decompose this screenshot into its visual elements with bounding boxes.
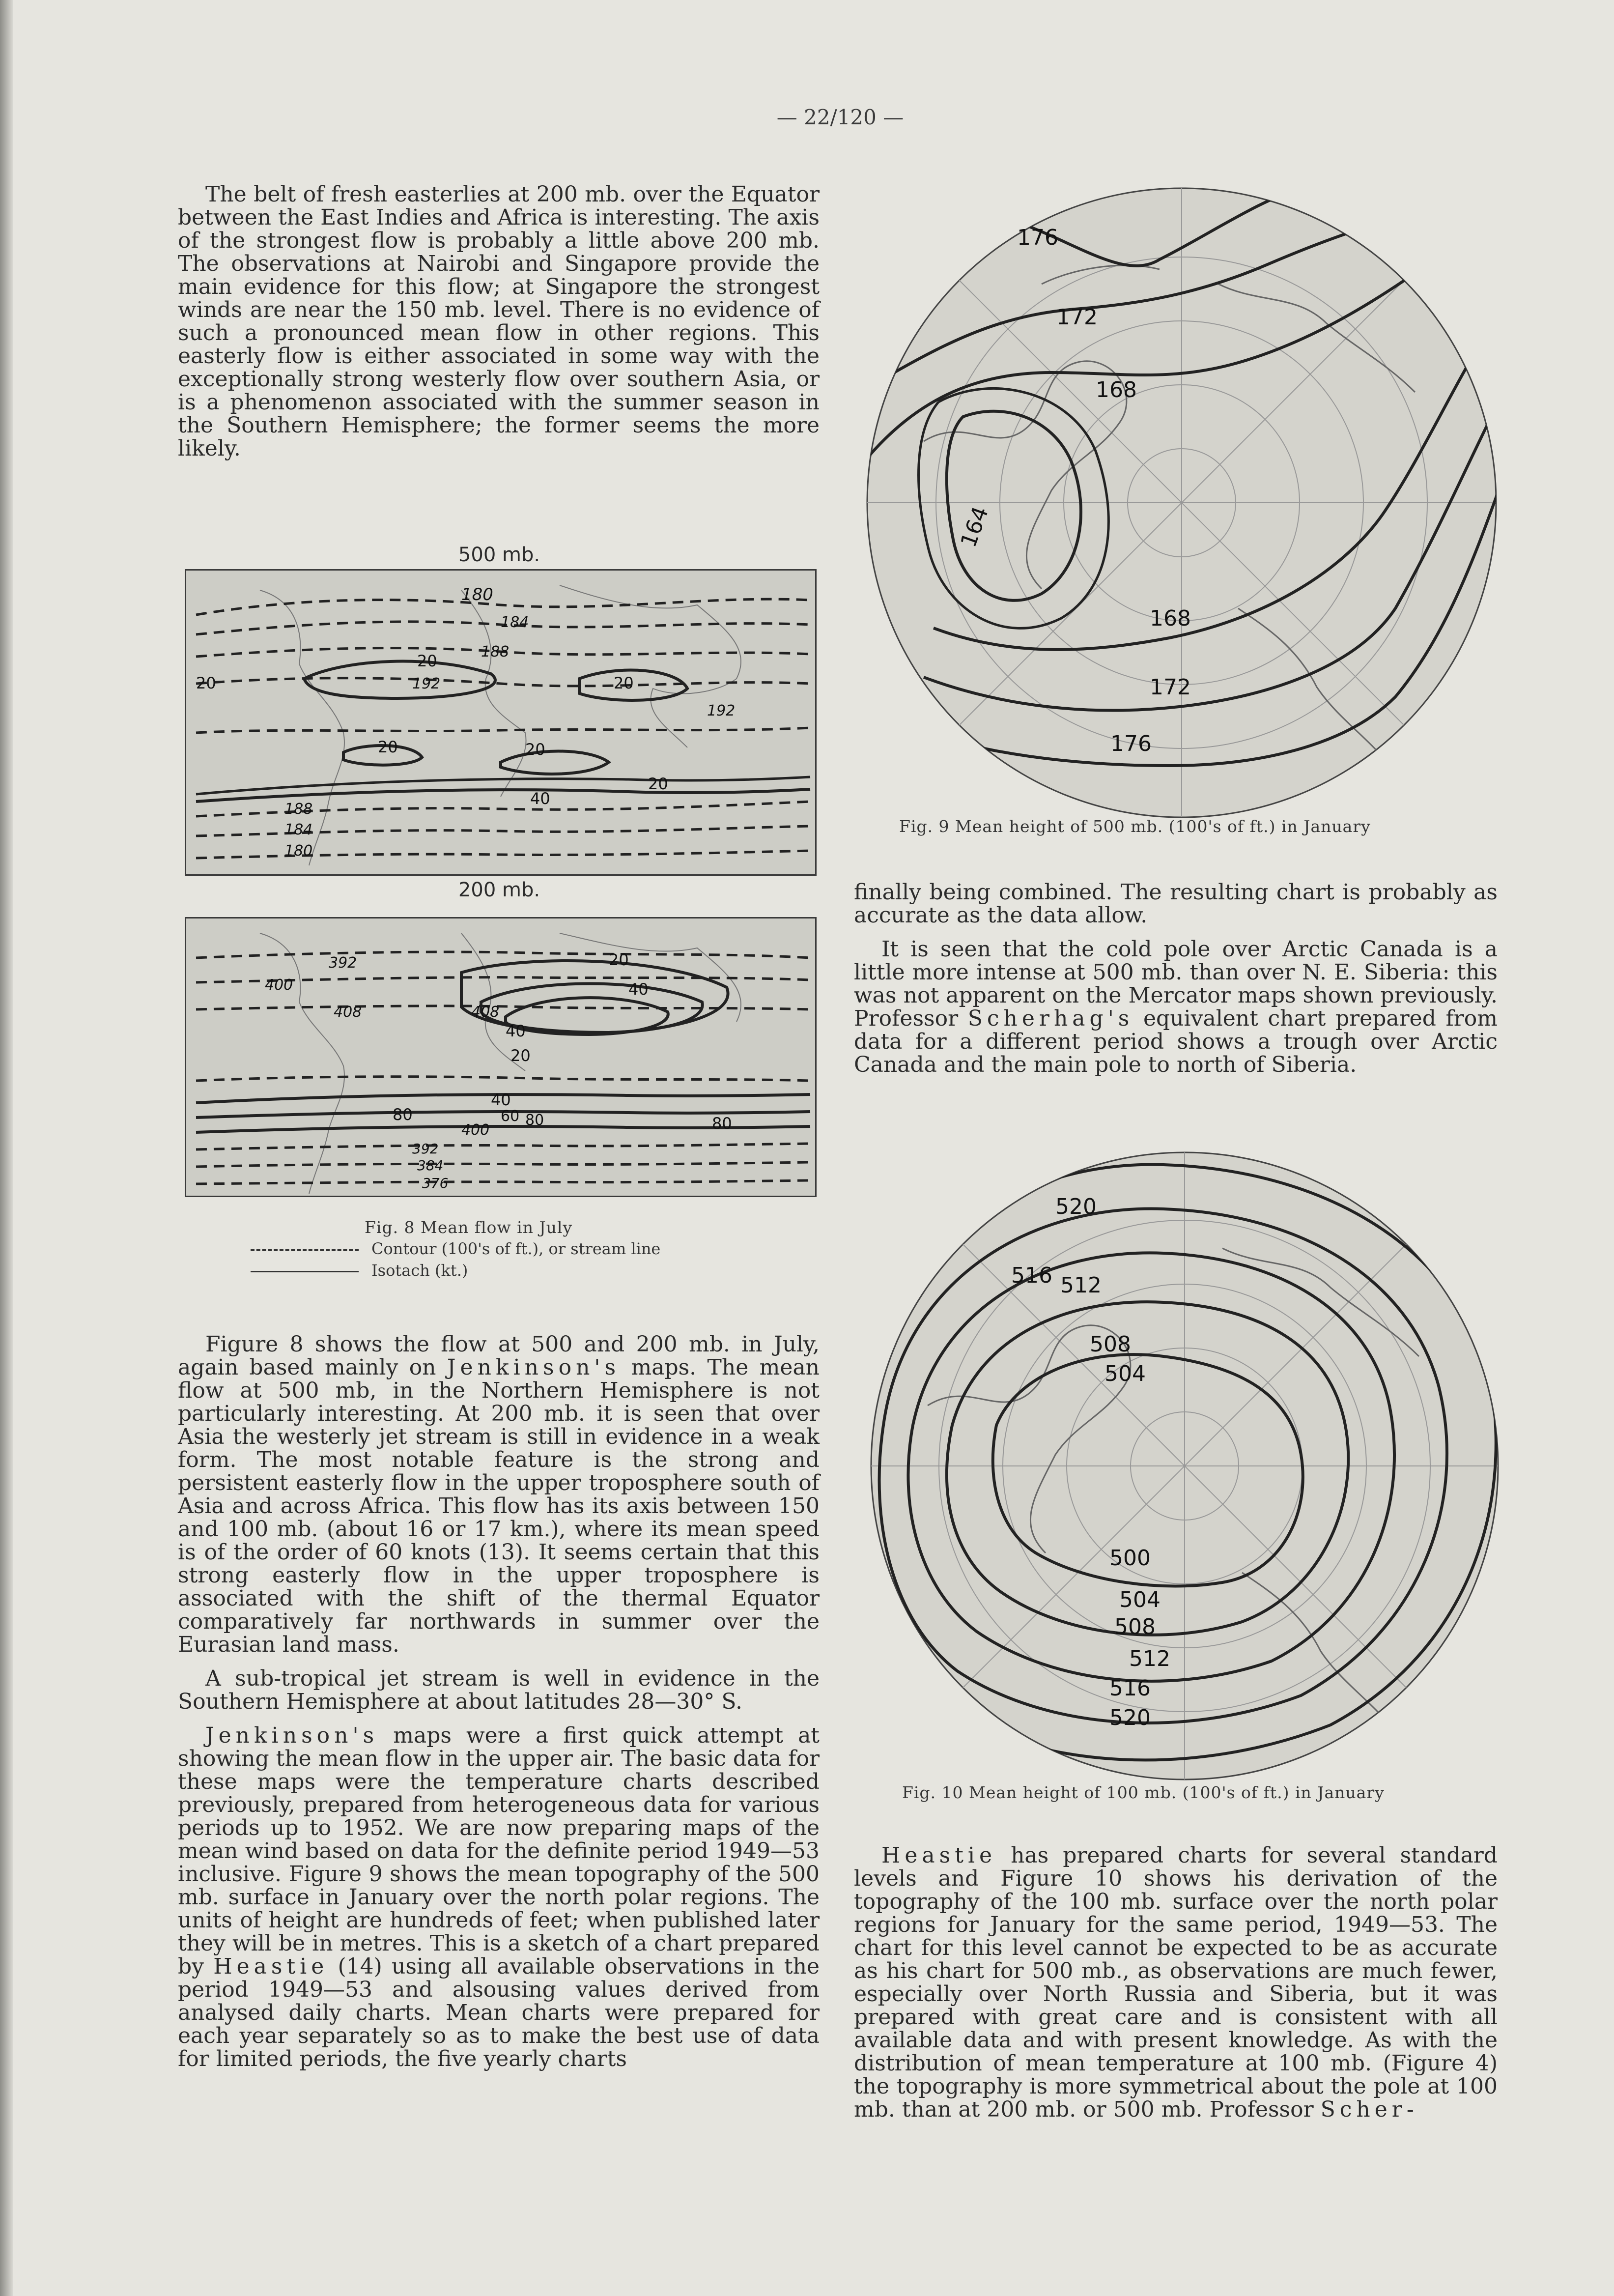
label-516-a: 516 [1011,1263,1052,1288]
cold-pole-text-b: equivalent chart prepared from data for a different period shows a trough over Arctic Canada and the main pole to north of Siberia. [854,1006,1498,1077]
fig8-text-a: Figure 8 shows the flow at 500 and 200 mb. in July, again based mainly on [178,1332,820,1380]
right-middle-column [854,881,1498,1076]
fig8-legend-dashed [251,1239,816,1258]
label-504-b: 504 [1119,1587,1161,1612]
paragraph-cold-pole [854,938,1498,1076]
label-80-c: 80 [712,1114,732,1133]
label-172-a: 172 [1056,305,1098,330]
label-392: 392 [329,954,357,972]
label-512-b: 512 [1129,1646,1170,1671]
label-60: 60 [501,1108,520,1125]
jenkinson-text-a: maps were a first quick attempt at showing the mean flow in the upper air. The basic data for these maps were the temperature charts described previously, prepared from heterogeneous data for various periods up to 1952. We are now preparing maps of the mean wind based on data for the definite period 1949—53 inclusive. Figure 9 shows the mean topography of the 500 mb. surface in January over the north polar regions. The units of height are hundreds of feet; when published later they will be in metres. This is a sketch of a chart prepared by [178,1723,820,1979]
author-scherhag: Scherhag's [967,1006,1134,1031]
paragraph-jenkinson [178,1724,820,2070]
label-520-a: 520 [1055,1194,1097,1219]
jenkinson-text-b: (14) using all available observations in the period 1949—53 and alsousing values derived from analysed daily charts. Mean charts were prepared for each year separately so as to make the best use of data for limited periods, the five yearly charts [178,1954,820,2071]
label-20-200a: 20 [609,950,629,969]
label-40-200c: 40 [491,1091,511,1109]
label-20-s: 20 [648,775,668,793]
fig8-label-200mb: 200 mb. [458,879,540,901]
dashed-line-sample [251,1249,359,1251]
label-176-a: 176 [1017,225,1058,250]
label-400-s: 400 [461,1121,490,1139]
fig8-text-b: maps. The mean flow at 500 mb, in the Northern Hemisphere is not particularly interesting. At 200 mb. it is seen that over Asia the westerly jet stream is still in evidence in a weak form. The most notable feature is the strong and persistent easterly flow in the upper troposphere south of Asia and across Africa. This flow has its axis between 150 and 100 mb. (about 16 or 17 km.), where its mean speed is of the order of 60 knots (13). It seems certain that this strong easterly flow in the upper troposphere is associated with the shift of the thermal Equator comparatively far northwards in summer over the Eurasian land mass. [178,1355,820,1657]
figure-10-polar-map [869,1150,1501,1782]
label-400: 400 [265,976,293,994]
page-number: — 22/120 — [776,105,904,129]
label-500: 500 [1109,1546,1151,1571]
label-20-d: 20 [525,740,545,759]
heastie-text: has prepared charts for several standard levels and Figure 10 shows his derivation of the topography of the 100 mb. surface over the north polar regions for January for the same period, 1949—53. The chart for this level cannot be expected to be as accurate as his chart for 500 mb., as observations are much fewer, especially over North Russia and Siberia, but it was prepared with great care and is consistent with all available data and with present knowledge. As with the distribution of mean temperature at 100 mb. (Figure 4) the topography is more symmetrical about the pole at 100 mb. than at 200 mb. or 500 mb. Professor [854,1843,1498,2122]
label-516-b: 516 [1109,1676,1151,1701]
label-184-s: 184 [284,821,313,838]
label-180-s: 180 [284,842,313,860]
map-200mb [186,918,815,1196]
fig8-caption: Fig. 8 Mean flow in July [365,1218,573,1237]
label-40-200b: 40 [506,1022,526,1040]
figure-9-polar-map [865,186,1499,820]
fig10-caption: Fig. 10 Mean height of 100 mb. (100's of ft.) in January [902,1783,1385,1802]
label-80-b: 80 [525,1112,544,1129]
label-40-200a: 40 [628,980,649,999]
label-392-s: 392 [412,1141,439,1157]
author-jenkinson-2: Jenkinson's [205,1723,379,1748]
paragraph-easterlies: The belt of fresh easterlies at 200 mb. over the Equator between the East Indies and Africa is interesting. The axis of the strongest flow is probably a little above 200 mb. The observations at Nairobi and Singapore provide the main evidence for this flow; at Singapore the strongest winds are near the 150 mb. level. There is no evidence of such a pronounced mean flow in other regions. This easterly flow is either associated in some way with the exceptionally strong westerly flow over southern Asia, or is a phenomenon associated with the summer season in the Southern Hemisphere; the former seems the more likely. [178,182,820,461]
figure-8-panel-200mb [185,917,817,1197]
label-184: 184 [501,614,529,631]
left-bottom-column [178,1333,820,2070]
label-176-b: 176 [1110,731,1152,756]
label-20-e: 20 [614,674,634,692]
map-500mb [186,571,815,874]
label-192-e: 192 [707,702,736,719]
label-376-s: 376 [422,1175,449,1191]
paragraph-heastie [854,1844,1498,2121]
label-20-200b: 20 [510,1046,531,1065]
label-508-b: 508 [1114,1614,1156,1639]
fig9-caption: Fig. 9 Mean height of 500 mb. (100's of ft.) in January [899,817,1371,836]
paragraph-subtropical: A sub-tropical jet stream is well in evidence in the Southern Hemisphere at about latitudes 28—30° S. [178,1666,820,1714]
label-180: 180 [461,585,493,604]
label-164: 164 [956,503,994,551]
label-508-a: 508 [1090,1332,1131,1357]
label-512-a: 512 [1060,1273,1102,1298]
paragraph-finally: finally being combined. The resulting chart is probably as accurate as the data allow. [854,880,1498,928]
label-408-b: 408 [471,1004,500,1021]
figure-8-panel-500mb [185,569,817,876]
right-bottom-column [854,1844,1498,2121]
label-172-b: 172 [1150,675,1191,700]
author-heastie-1: Heastie [213,1954,329,1979]
solid-line-sample [251,1271,359,1272]
label-188: 188 [481,643,510,660]
legend-solid-text: Isotach (kt.) [371,1261,468,1280]
top-left-column [178,183,820,460]
label-40-s: 40 [530,789,550,808]
label-80-a: 80 [393,1105,413,1124]
label-168-b: 168 [1150,606,1191,631]
label-188-s: 188 [284,801,313,818]
label-520-b: 520 [1109,1705,1151,1730]
paragraph-figure-8 [178,1333,820,1656]
label-408-a: 408 [334,1004,362,1021]
author-scherhag-2: Scher- [1320,2097,1418,2122]
author-heastie-2: Heastie [881,1843,997,1868]
fig8-legend-solid [251,1261,816,1280]
label-20-a: 20 [417,652,437,670]
cold-pole-text-a: It is seen that the cold pole over Arctic Canada is a little more intense at 500 mb. than over N. E. Siberia: this was not apparent on the Mercator maps shown previously. Professor [854,937,1498,1031]
label-504-a: 504 [1104,1361,1146,1386]
label-20-b: 20 [196,674,216,692]
label-168-a: 168 [1096,377,1137,402]
label-192: 192 [412,675,441,692]
label-384-s: 384 [417,1157,444,1174]
label-20-c: 20 [378,738,398,756]
author-jenkinson-1: Jenkinson's [447,1355,621,1380]
legend-dashed-text: Contour (100's of ft.), or stream line [371,1239,661,1258]
fig8-label-500mb: 500 mb. [458,544,540,566]
